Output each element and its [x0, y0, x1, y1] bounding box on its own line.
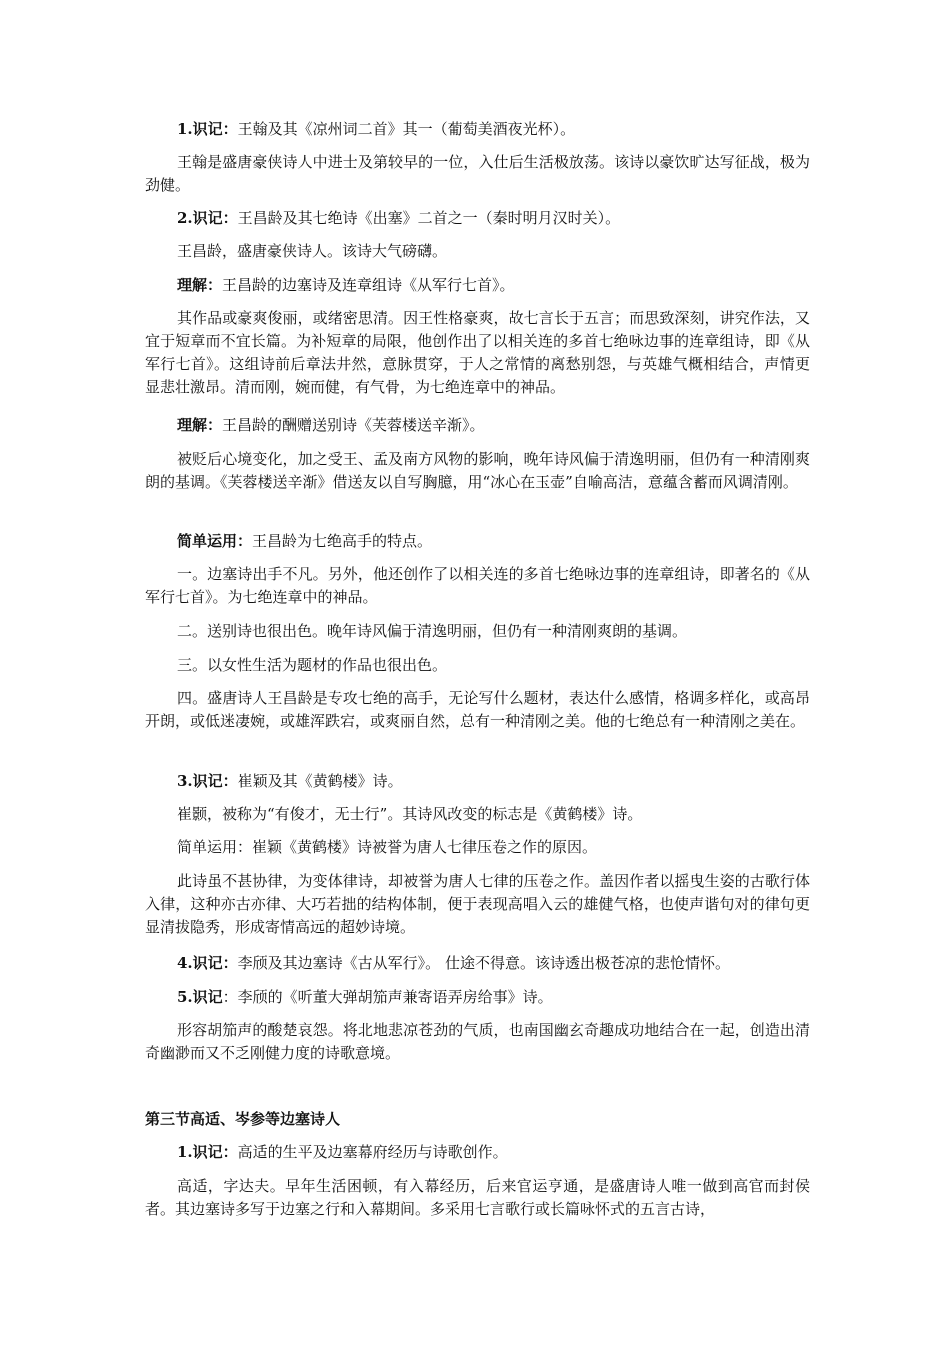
text: ：李颀的《听董大弹胡笳声兼寄语弄房给事》诗。	[222, 988, 553, 1006]
text: 被贬后心境变化，加之受王、孟及南方风物的影响，晚年诗风偏于清逸明丽，但仍有一种清刚爽朗的基调。《芙蓉楼送辛渐》借送友以自写胸臆，用“冰心在玉壶”自喻高洁，意蕴含蓄而风调清刚。	[145, 450, 810, 491]
text: 王昌龄，盛唐豪侠诗人。该诗大气磅礴。	[177, 242, 448, 260]
paragraph-6	[145, 307, 810, 399]
label: 1.识记：	[177, 120, 238, 138]
text: 简单运用：崔颖《黄鹤楼》诗被誉为唐人七律压卷之作的原因。	[177, 838, 598, 856]
paragraph-22	[145, 1141, 810, 1164]
label: 4.识记：	[177, 954, 238, 972]
paragraph-23	[145, 1175, 810, 1221]
paragraph-10	[145, 563, 810, 609]
paragraph-12	[145, 654, 810, 677]
paragraph-5	[145, 274, 810, 297]
text: 四。盛唐诗人王昌龄是专攻七绝的高手，无论写什么题材，表达什么感情，格调多样化，或高昂开朗，或低迷凄婉，或雄浑跌宕，或爽丽自然，总有一种清刚之美。他的七绝总有一种清刚之美在。	[145, 689, 810, 730]
paragraph-7	[145, 414, 810, 437]
text: 王翰及其《凉州词二首》其一（葡萄美酒夜光杯）。	[237, 120, 576, 138]
text: 李颀及其边塞诗《古从军行》。 仕途不得意。该诗透出极苍凉的悲怆情怀。	[237, 954, 730, 972]
paragraph-9	[145, 530, 810, 553]
paragraph-13	[145, 687, 810, 733]
text: 高适，字达夫。早年生活困顿，有入幕经历，后来官运亨通，是盛唐诗人唯一做到高官而封侯者。其边塞诗多写于边塞之行和入幕期间。多采用七言歌行或长篇咏怀式的五言古诗，	[145, 1177, 810, 1218]
paragraph-2	[145, 151, 810, 197]
text: 崔颢，被称为“有俊才，无士行”。其诗风改变的标志是《黄鹤楼》诗。	[177, 805, 643, 823]
paragraph-1	[145, 118, 810, 141]
heading-text: 第三节高适、岑参等边塞诗人	[145, 1110, 341, 1128]
section-heading	[145, 1108, 810, 1131]
text: 王昌龄的边塞诗及连章组诗《从军行七首》。	[222, 276, 515, 294]
paragraph-18	[145, 952, 810, 975]
label: 1.识记：	[177, 1143, 238, 1161]
paragraph-19	[145, 986, 810, 1009]
text: 王翰是盛唐豪侠诗人中进士及第较早的一位，入仕后生活极放荡。该诗以豪饮旷达写征战，极为劲健。	[145, 153, 810, 194]
paragraph-3	[145, 207, 810, 230]
text: 王昌龄及其七绝诗《出塞》二首之一（秦时明月汉时关）。	[237, 209, 621, 227]
text: 高适的生平及边塞幕府经历与诗歌创作。	[237, 1143, 508, 1161]
paragraph-20	[145, 1019, 810, 1065]
text: 此诗虽不甚协律，为变体律诗，却被誉为唐人七律的压卷之作。盖因作者以摇曳生姿的古歌行体入律，这种亦古亦律、大巧若拙的结构体制，便于表现高唱入云的雄健气格，也使声谐句对的律句更显清拔隐秀，形成寄情高远的超妙诗境。	[145, 872, 810, 936]
text: 崔颖及其《黄鹤楼》诗。	[237, 772, 403, 790]
label: 理解：	[177, 276, 223, 294]
label: 3.识记：	[177, 772, 238, 790]
text: 其作品或豪爽俊丽，或绪密思清。因王性格豪爽，故七言长于五言；而思致深刻，讲究作法，又宜于短章而不宜长篇。为补短章的局限，他创作出了以相关连的多首七绝咏边事的连章组诗，即《从军行七首》。这组诗前后章法井然，意脉贯穿，于人之常情的离愁别怨，与英雄气概相结合，声情更显悲壮激昂。清而刚，婉而健，有气骨，为七绝连章中的神品。	[145, 309, 810, 396]
text: 一。边塞诗出手不凡。另外，他还创作了以相关连的多首七绝咏边事的连章组诗，即著名的《从军行七首》。为七绝连章中的神品。	[145, 565, 810, 606]
paragraph-11	[145, 620, 810, 643]
paragraph-16	[145, 836, 810, 859]
text: 三。以女性生活为题材的作品也很出色。	[177, 656, 448, 674]
label: 5.识记	[177, 988, 223, 1006]
text: 形容胡笳声的酸楚哀怨。将北地悲凉苍劲的气质，也南国幽玄奇趣成功地结合在一起，创造出清奇幽渺而又不乏刚健力度的诗歌意境。	[145, 1021, 810, 1062]
paragraph-8	[145, 448, 810, 494]
paragraph-4	[145, 240, 810, 263]
label: 2.识记：	[177, 209, 238, 227]
text: 王昌龄的酬赠送别诗《芙蓉楼送辛渐》。	[222, 416, 485, 434]
label: 简单运用：	[177, 532, 253, 550]
text: 王昌龄为七绝高手的特点。	[252, 532, 433, 550]
paragraph-14	[145, 770, 810, 793]
paragraph-15	[145, 803, 810, 826]
label: 理解：	[177, 416, 223, 434]
text: 二。送别诗也很出色。晚年诗风偏于清逸明丽，但仍有一种清刚爽朗的基调。	[177, 622, 688, 640]
paragraph-17	[145, 870, 810, 939]
